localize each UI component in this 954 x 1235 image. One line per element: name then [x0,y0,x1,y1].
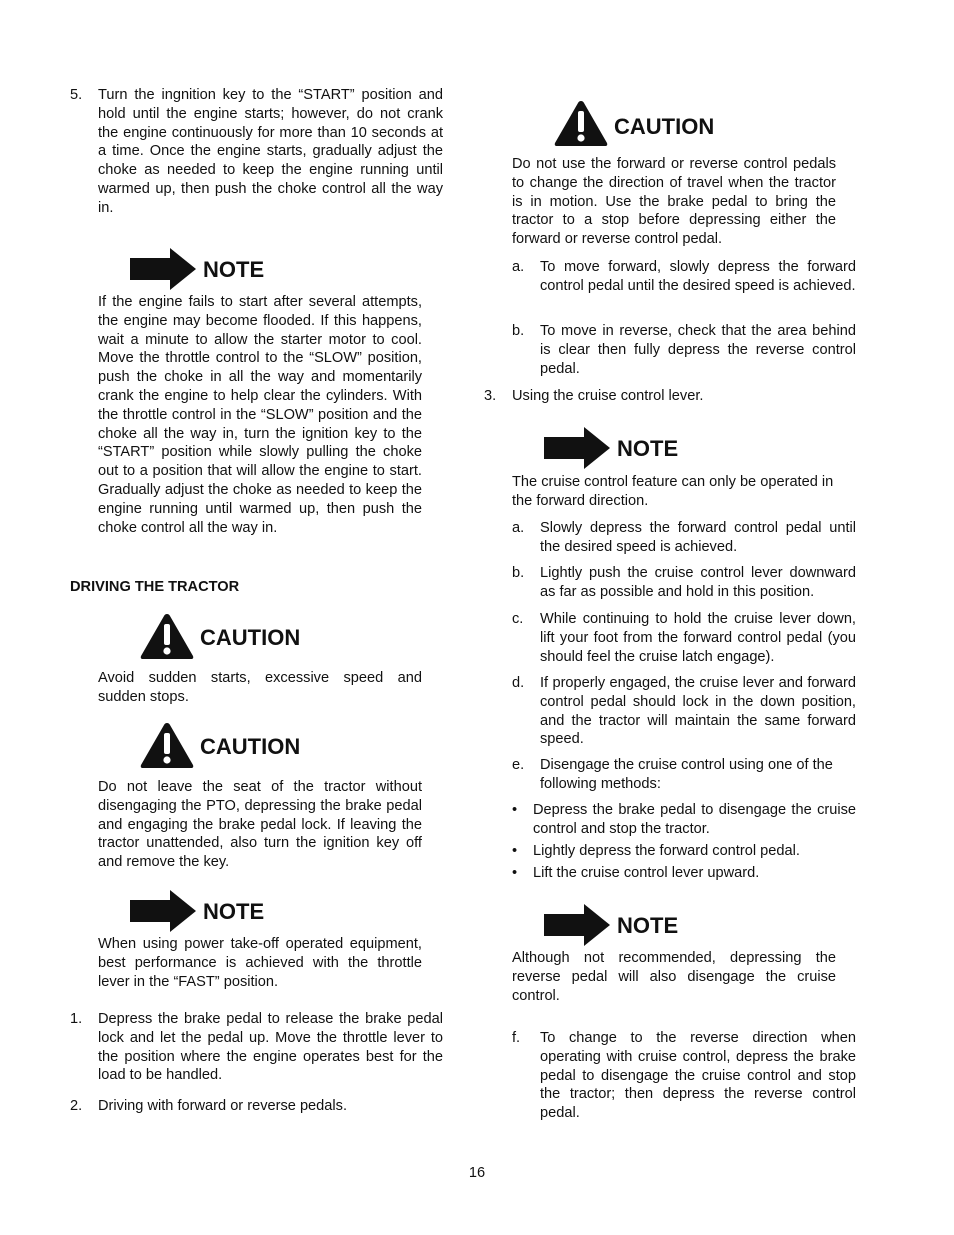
step-2-number: 2. [70,1098,83,1114]
warning-triangle-icon [139,612,195,660]
note-4-heading: NOTE [617,913,679,938]
bullet-text: Lightly depress the forward control pedal. [533,843,800,859]
bullet-icon: • [512,802,518,818]
sub-step-text: Slowly depress the forward control pedal until the desired speed is achieved. [540,520,856,555]
step-2-text: Driving with forward or reverse pedals. [98,1098,347,1114]
warning-triangle-icon [553,99,609,147]
note-arrow-icon [130,248,196,290]
warning-triangle-icon [139,721,195,769]
sub-step-text: To change to the reverse direction when operating with cruise control, depress the brake pedal to disengage the cruise control and stop the tractor; then depress the reverse control pedal. [540,1030,856,1122]
step-1-number: 1. [70,1011,83,1027]
note-arrow-icon [544,427,610,469]
page-number: 16 [468,1165,486,1181]
step-1-text: Depress the brake pedal to release the brake pedal lock and let the pedal up. Move the throttle lever to the position where the engine operates best for the load to be handled. [98,1011,443,1084]
note-3-heading: NOTE [617,436,679,461]
caution-1-text: Avoid sudden starts, excessive speed and sudden stops. [98,670,422,705]
caution-2-text: Do not leave the seat of the tractor without disengaging the PTO, depressing the brake pedal and engaging the brake pedal lock. If leaving the tractor unattended, also turn the ignition key off and remove the key. [98,779,422,871]
note-arrow-icon [130,890,196,932]
sub-step-label: b. [512,323,525,339]
step-3-number: 3. [484,388,497,404]
bullet-text: Depress the brake pedal to disengage the cruise control and stop the tractor. [533,802,856,837]
caution-3-text: Do not use the forward or reverse control pedals to change the direction of travel when the tractor is in motion. Use the brake pedal to bring the tractor to a stop before depressing either the forward or reverse control pedal. [512,156,836,248]
caution-1-heading: CAUTION [200,625,301,650]
bullet-icon: • [512,843,518,859]
sub-step-label: d. [512,675,525,691]
sub-step-label: a. [512,520,525,536]
step-3-text: Using the cruise control lever. [512,388,704,404]
note-4-text: Although not recommended, depressing the reverse pedal will also disengage the cruise control. [512,950,836,1004]
sub-step-label: f. [512,1030,521,1046]
note-1-text: If the engine fails to start after several attempts, the engine may become flooded. If this happens, wait a minute to allow the starter motor to cool. Move the throttle control to the “SLOW” position, push the choke in all the way and momentarily crank the engine to help clear the cylinders. With the throttle control in the “SLOW” position and the choke all the way in, turn the ignition key to the “START” position while slowly pulling the choke out to a position that will allow the engine to start. Gradually adjust the choke as needed to keep the engine running until warmed up, then push the choke control all the way in. [98,294,422,536]
bullet-text: Lift the cruise control lever upward. [533,865,760,881]
sub-step-text: To move in reverse, check that the area behind is clear then fully depress the reverse control pedal. [540,323,856,377]
sub-step-label: c. [512,611,524,627]
sub-step-label: b. [512,565,525,581]
note-3-text: The cruise control feature can only be operated in the forward direction. [512,474,834,509]
step-5-text: Turn the ingnition key to the “START” position and hold until the engine starts; however, do not crank the engine continuously for more than 10 seconds at a time. Once the engine starts, gradually adjust the choke as needed to keep the engine running until warmed up, then push the choke control all the way in. [98,87,443,216]
section-title: DRIVING THE TRACTOR [70,579,240,595]
sub-step-text: While continuing to hold the cruise lever down, lift your foot from the forward control pedal (you should feel the cruise latch engage). [540,611,856,665]
sub-step-text: Lightly push the cruise control lever downward as far as possible and hold in this position. [540,565,856,600]
note-arrow-icon [544,904,610,946]
sub-step-label: a. [512,259,525,275]
step-5-number: 5. [70,87,83,103]
caution-2-heading: CAUTION [200,734,301,759]
sub-step-text: Disengage the cruise control using one of the following methods: [540,757,833,792]
caution-3-heading: CAUTION [614,114,715,139]
sub-step-text: To move forward, slowly depress the forward control pedal until the desired speed is achieved. [540,259,856,294]
note-1-heading: NOTE [203,257,265,282]
note-2-text: When using power take-off operated equipment, best performance is achieved with the throttle lever in the “FAST” position. [98,936,422,990]
sub-step-label: e. [512,757,525,773]
note-2-heading: NOTE [203,899,265,924]
sub-step-text: If properly engaged, the cruise lever and forward control pedal should lock in the down position, and the tractor will maintain the same forward speed. [540,675,856,748]
bullet-icon: • [512,865,518,881]
